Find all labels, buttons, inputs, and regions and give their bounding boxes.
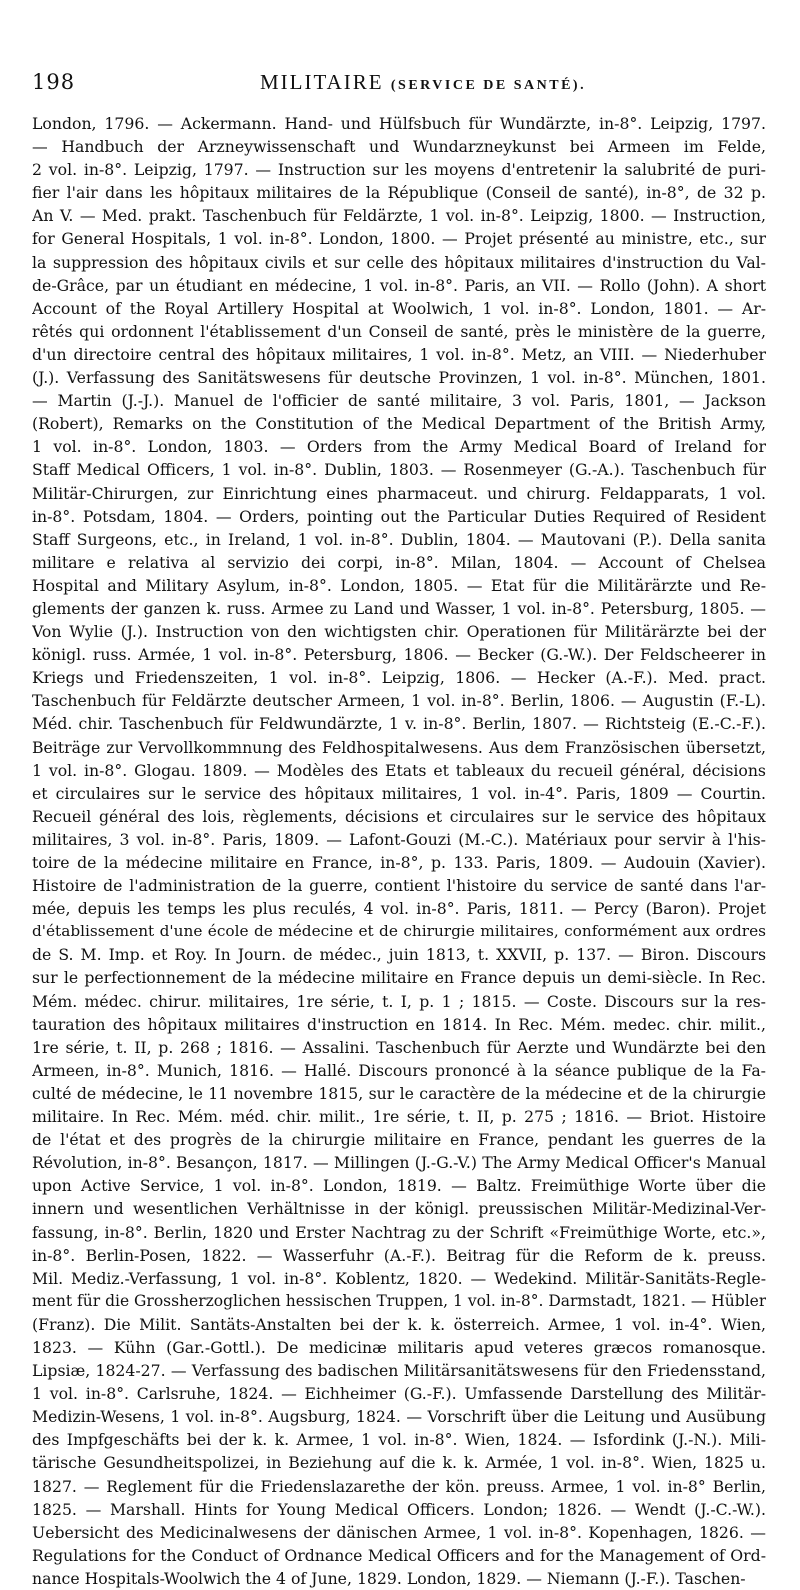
text-line: de-Grâce, par un étudiant en médecine, 1 vol. in-8°. Paris, an VII. — Rollo (John). A short [32,275,766,295]
text-line: militaire. In Rec. Mém. méd. chir. milit., 1re série, t. II, p. 275 ; 1816. — Briot. Histoire [32,1107,766,1127]
text-line: Medizin-Wesens, 1 vol. in-8°. Augsburg, 1824. — Vorschrift über die Leitung und Ausübung [32,1407,766,1427]
text-line: tauration des hôpitaux militaires d'instruction en 1814. In Rec. Mém. medec. chir. milit., [32,1014,766,1034]
text-line: d'établissement d'une école de médecine et de chirurgie militaires, conformément aux ordres [32,922,766,941]
running-head [32,70,766,100]
text-line: (J.). Verfassung des Sanitätswesens für deutsche Provinzen, 1 vol. in-8°. München, 1801. [32,368,766,388]
bibliography-text [32,112,766,1590]
text-line: 1 vol. in-8°. Glogau. 1809. — Modèles des Etats et tableaux du recueil général, décisions [32,760,766,780]
text-line: for General Hospitals, 1 vol. in-8°. London, 1800. — Projet présenté au ministre, etc., sur [32,229,766,249]
text-line: ment für die Grossherzoglichen hessischen Truppen, 1 vol. in-8°. Darmstadt, 1821. — Hübler [32,1291,766,1310]
text-line: la suppression des hôpitaux civils et sur celle des hôpitaux militaires d'instruction du Val- [32,252,766,272]
text-line: Mém. médec. chirur. militaires, 1re série, t. I, p. 1 ; 1815. — Coste. Discours sur la res- [32,991,766,1011]
text-line: de S. M. Imp. et Roy. In Journ. de médec., juin 1813, t. XXVII, p. 137. — Biron. Discours [32,945,766,965]
text-line: in-8°. Potsdam, 1804. — Orders, pointing out the Particular Duties Required of Resident [32,506,766,526]
text-line: nance Hospitals-Woolwich the 4 of June, 1829. London, 1829. — Niemann (J.-F.). Taschen- [32,1568,746,1588]
text-line: innern und wesentlichen Verhältnisse in der königl. preussischen Militär-Medizinal-Ver- [32,1199,766,1219]
text-line: 1825. — Marshall. Hints for Young Medical Officers. London; 1826. — Wendt (J.-C.-W.). [32,1499,766,1519]
text-line: Staff Surgeons, etc., in Ireland, 1 vol. in-8°. Dublin, 1804. — Mautovani (P.). Della sanita [32,529,766,549]
text-line: toire de la médecine militaire en France, in-8°, p. 133. Paris, 1809. — Audouin (Xavier). [32,853,766,872]
text-line: culté de médecine, le 11 novembre 1815, sur le caractère de la médecine et de la chirurgie [32,1083,766,1103]
text-line: mée, depuis les temps les plus reculés, 4 vol. in-8°. Paris, 1811. — Percy (Baron). Projet [32,899,766,919]
text-line: 1re série, t. II, p. 268 ; 1816. — Assalini. Taschenbuch für Aerzte und Wundärzte bei den [32,1037,766,1057]
text-line: Méd. chir. Taschenbuch für Feldwundärzte, 1 v. in-8°. Berlin, 1807. — Richtsteig (E.-C.-F.). [32,714,766,734]
text-line: Account of the Royal Artillery Hospital at Woolwich, 1 vol. in-8°. London, 1801. — Ar- [32,298,766,318]
text-line: des Impfgeschäfts bei der k. k. Armee, 1 vol. in-8°. Wien, 1824. — Isfordink (J.-N.). Mili- [32,1430,766,1450]
text-line: tärische Gesundheitspolizei, in Beziehung auf die k. k. Armée, 1 vol. in-8°. Wien, 1825 u. [32,1453,766,1473]
text-line: in-8°. Berlin-Posen, 1822. — Wasserfuhr (A.-F.). Beitrag für die Reform de k. preuss. [32,1245,766,1265]
text-line: Mil. Mediz.-Verfassung, 1 vol. in-8°. Koblentz, 1820. — Wedekind. Militär-Sanitäts-Regle- [32,1268,766,1288]
text-line: (Robert), Remarks on the Constitution of the Medical Department of the British Army, [32,414,766,434]
text-line: glements der ganzen k. russ. Armee zu Land und Wasser, 1 vol. in-8°. Petersburg, 1805. — [32,598,766,618]
page-title [260,70,586,95]
text-line: militaires, 3 vol. in-8°. Paris, 1809. — Lafont-Gouzi (M.-C.). Matériaux pour servir à l'his- [32,829,766,849]
text-line: Regulations for the Conduct of Ordnance Medical Officers and for the Management of Ord- [32,1545,766,1565]
text-line: Beiträge zur Vervollkommnung des Feldhospitalwesens. Aus dem Französischen übersetzt, [32,737,766,757]
text-line: Histoire de l'administration de la guerre, contient l'histoire du service de santé dans l'ar- [32,876,766,896]
text-line: militare e relativa al servizio dei corpi, in-8°. Milan, 1804. — Account of Chelsea [32,552,766,572]
text-line: Uebersicht des Medicinalwesens der dänischen Armee, 1 vol. in-8°. Kopenhagen, 1826. — [32,1522,766,1542]
page-title-main: MILITAIRE [260,70,384,94]
text-line: An V. — Med. prakt. Taschenbuch für Feldärzte, 1 vol. in-8°. Leipzig, 1800. — Instruction, [32,206,766,226]
page-title-subtitle: (SERVICE DE SANTÉ). [390,78,587,93]
text-line: Taschenbuch für Feldärzte deutscher Armeen, 1 vol. in-8°. Berlin, 1806. — Augustin (F.-L). [32,691,766,711]
text-line: 1827. — Reglement für die Friedenslazarethe der kön. preuss. Armee, 1 vol. in-8° Berlin, [32,1476,766,1496]
text-line: (Franz). Die Milit. Santäts-Anstalten bei der k. k. österreich. Armee, 1 vol. in-4°. Wien, [32,1314,766,1334]
text-line: Militär-Chirurgen, zur Einrichtung eines pharmaceut. und chirurg. Feldapparats, 1 vol. [32,483,766,503]
page-number: 198 [32,70,76,94]
text-line: — Handbuch der Arzneywissenschaft und Wundarzneykunst bei Armeen im Felde, [32,137,766,157]
text-line: upon Active Service, 1 vol. in-8°. London, 1819. — Baltz. Freimüthige Worte über die [32,1176,766,1196]
text-line: Kriegs und Friedenszeiten, 1 vol. in-8°. Leipzig, 1806. — Hecker (A.-F.). Med. pract. [32,668,766,688]
text-line: königl. russ. Armée, 1 vol. in-8°. Petersburg, 1806. — Becker (G.-W.). Der Feldscheerer in [32,645,766,665]
text-line: sur le perfectionnement de la médecine militaire en France depuis un demi-siècle. In Rec. [32,968,766,988]
text-line: 1 vol. in-8°. London, 1803. — Orders from the Army Medical Board of Ireland for [32,437,766,457]
text-line: Recueil général des lois, règlements, décisions et circulaires sur le service des hôpitaux [32,806,766,826]
text-line: et circulaires sur le service des hôpitaux militaires, 1 vol. in-4°. Paris, 1809 — Courtin. [32,783,766,803]
text-line: Lipsiæ, 1824-27. — Verfassung des badischen Militärsanitätswesens für den Friedensstand, [32,1361,766,1381]
text-line: Von Wylie (J.). Instruction von den wichtigsten chir. Operationen für Militärärzte bei der [32,622,766,642]
text-line: Hospital and Military Asylum, in-8°. London, 1805. — Etat für die Militärärzte und Re- [32,575,766,595]
text-line: fassung, in-8°. Berlin, 1820 und Erster Nachtrag zu der Schrift «Freimüthige Worte, etc.», [32,1222,766,1242]
text-line: de l'état et des progrès de la chirurgie militaire en France, pendant les guerres de la [32,1130,766,1150]
text-line: 1 vol. in-8°. Carlsruhe, 1824. — Eichheimer (G.-F.). Umfassende Darstellung des Militär- [32,1384,766,1404]
text-line: London, 1796. — Ackermann. Hand- und Hülfsbuch für Wundärzte, in-8°. Leipzig, 1797. [32,114,766,133]
text-line: 2 vol. in-8°. Leipzig, 1797. — Instruction sur les moyens d'entretenir la salubrité de puri- [32,160,766,180]
text-line: Staff Medical Officers, 1 vol. in-8°. Dublin, 1803. — Rosenmeyer (G.-A.). Taschenbuch für [32,460,766,480]
text-line: rêtés qui ordonnent l'établissement d'un Conseil de santé, près le ministère de la guerre, [32,321,766,341]
text-line: — Martin (J.-J.). Manuel de l'officier de santé militaire, 3 vol. Paris, 1801, — Jackson [32,391,766,411]
text-line: fier l'air dans les hôpitaux militaires de la République (Conseil de santé), in-8°, de 32 p. [32,183,766,203]
text-line: Armeen, in-8°. Munich, 1816. — Hallé. Discours prononcé à la séance publique de la Fa- [32,1060,766,1080]
text-line: d'un directoire central des hôpitaux militaires, 1 vol. in-8°. Metz, an VIII. — Niederhuber [32,344,766,364]
text-line: 1823. — Kühn (Gar.-Gottl.). De medicinæ militaris apud veteres græcos romanosque. [32,1337,766,1357]
text-line: Révolution, in-8°. Besançon, 1817. — Millingen (J.-G.-V.) The Army Medical Officer's Manual [32,1153,766,1173]
